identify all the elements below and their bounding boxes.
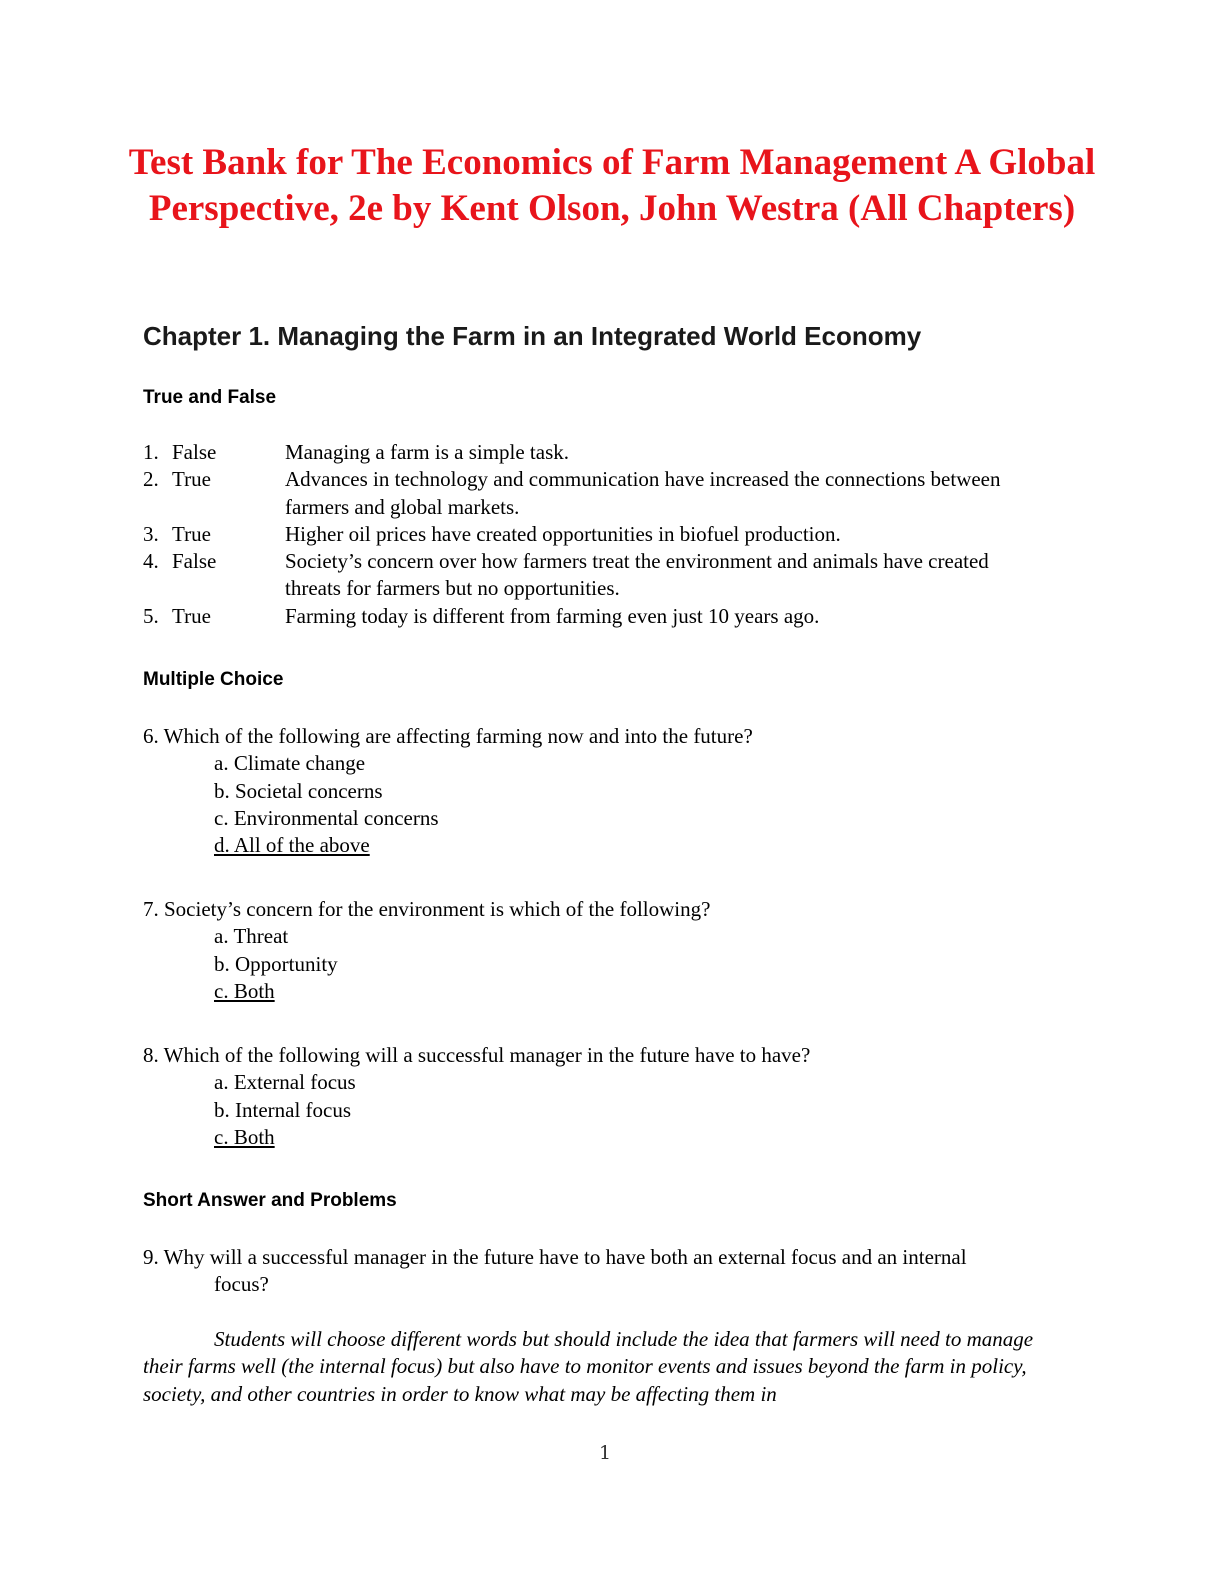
list-item: [143, 548, 1043, 603]
page-number: 1: [598, 1442, 612, 1464]
question-7: [143, 896, 1063, 1005]
true-false-list: [143, 439, 1043, 630]
question-6: [143, 723, 1063, 859]
item-number: 4.: [143, 549, 159, 574]
item-number: 3.: [143, 521, 159, 546]
item-answer: True: [172, 467, 211, 492]
list-item: [143, 439, 1043, 466]
item-statement: Society’s concern over how farmers treat the environment and animals have created threats for farmers but no opportunities.: [285, 549, 989, 601]
option-a: a. External focus: [214, 1070, 356, 1095]
option-c: c. Environmental concerns: [214, 805, 439, 830]
item-answer: False: [172, 549, 217, 574]
list-item: [143, 603, 1043, 630]
section-heading-short-answer: Short Answer and Problems: [143, 1190, 397, 1211]
section-heading-multiple-choice: Multiple Choice: [143, 669, 284, 690]
item-number: 5.: [143, 603, 159, 628]
question-text: 8. Which of the following will a successful manager in the future have to have?: [143, 1043, 811, 1067]
option-d-correct: d. All of the above: [214, 833, 370, 858]
document-title: Test Bank for The Economics of Farm Management A Global Perspective, 2e by Kent Olson, John Westra (All Chapters): [128, 142, 1096, 229]
option-a: a. Climate change: [214, 751, 366, 776]
item-statement: Higher oil prices have created opportunities in biofuel production.: [285, 521, 841, 546]
list-item: [143, 521, 1043, 548]
option-b: b. Societal concerns: [214, 778, 383, 803]
option-b: b. Internal focus: [214, 1097, 352, 1122]
item-number: 1.: [143, 440, 159, 464]
item-number: 2.: [143, 467, 159, 492]
option-c-correct: c. Both: [214, 1124, 275, 1149]
item-answer: False: [172, 440, 217, 464]
option-a: a. Threat: [214, 924, 289, 949]
item-answer: True: [172, 603, 211, 628]
question-9: [143, 1244, 1013, 1299]
item-statement: Advances in technology and communication have increased the connections between farmers and global markets.: [285, 467, 1001, 519]
item-statement: Farming today is different from farming even just 10 years ago.: [285, 603, 820, 628]
question-text: 9. Why will a successful manager in the future have to have both an external focus and an internal focus?: [143, 1245, 967, 1297]
option-b: b. Opportunity: [214, 951, 338, 976]
list-item: [143, 466, 1043, 521]
question-8: [143, 1042, 1063, 1151]
item-statement: Managing a farm is a simple task.: [285, 440, 570, 464]
answer-text: Students will choose different words but should include the idea that farmers will need to manage their farms well (the internal focus) but also have to monitor events and issues beyond the farm in policy, society, and other countries in order to know what may be affecting them in: [143, 1327, 1034, 1406]
option-c-correct: c. Both: [214, 978, 275, 1003]
section-heading-true-false: True and False: [143, 387, 277, 408]
item-answer: True: [172, 521, 211, 546]
question-text: 6. Which of the following are affecting farming now and into the future?: [143, 724, 753, 748]
chapter-heading: Chapter 1. Managing the Farm in an Integrated World Economy: [143, 321, 922, 351]
question-text: 7. Society’s concern for the environment is which of the following?: [143, 897, 711, 921]
